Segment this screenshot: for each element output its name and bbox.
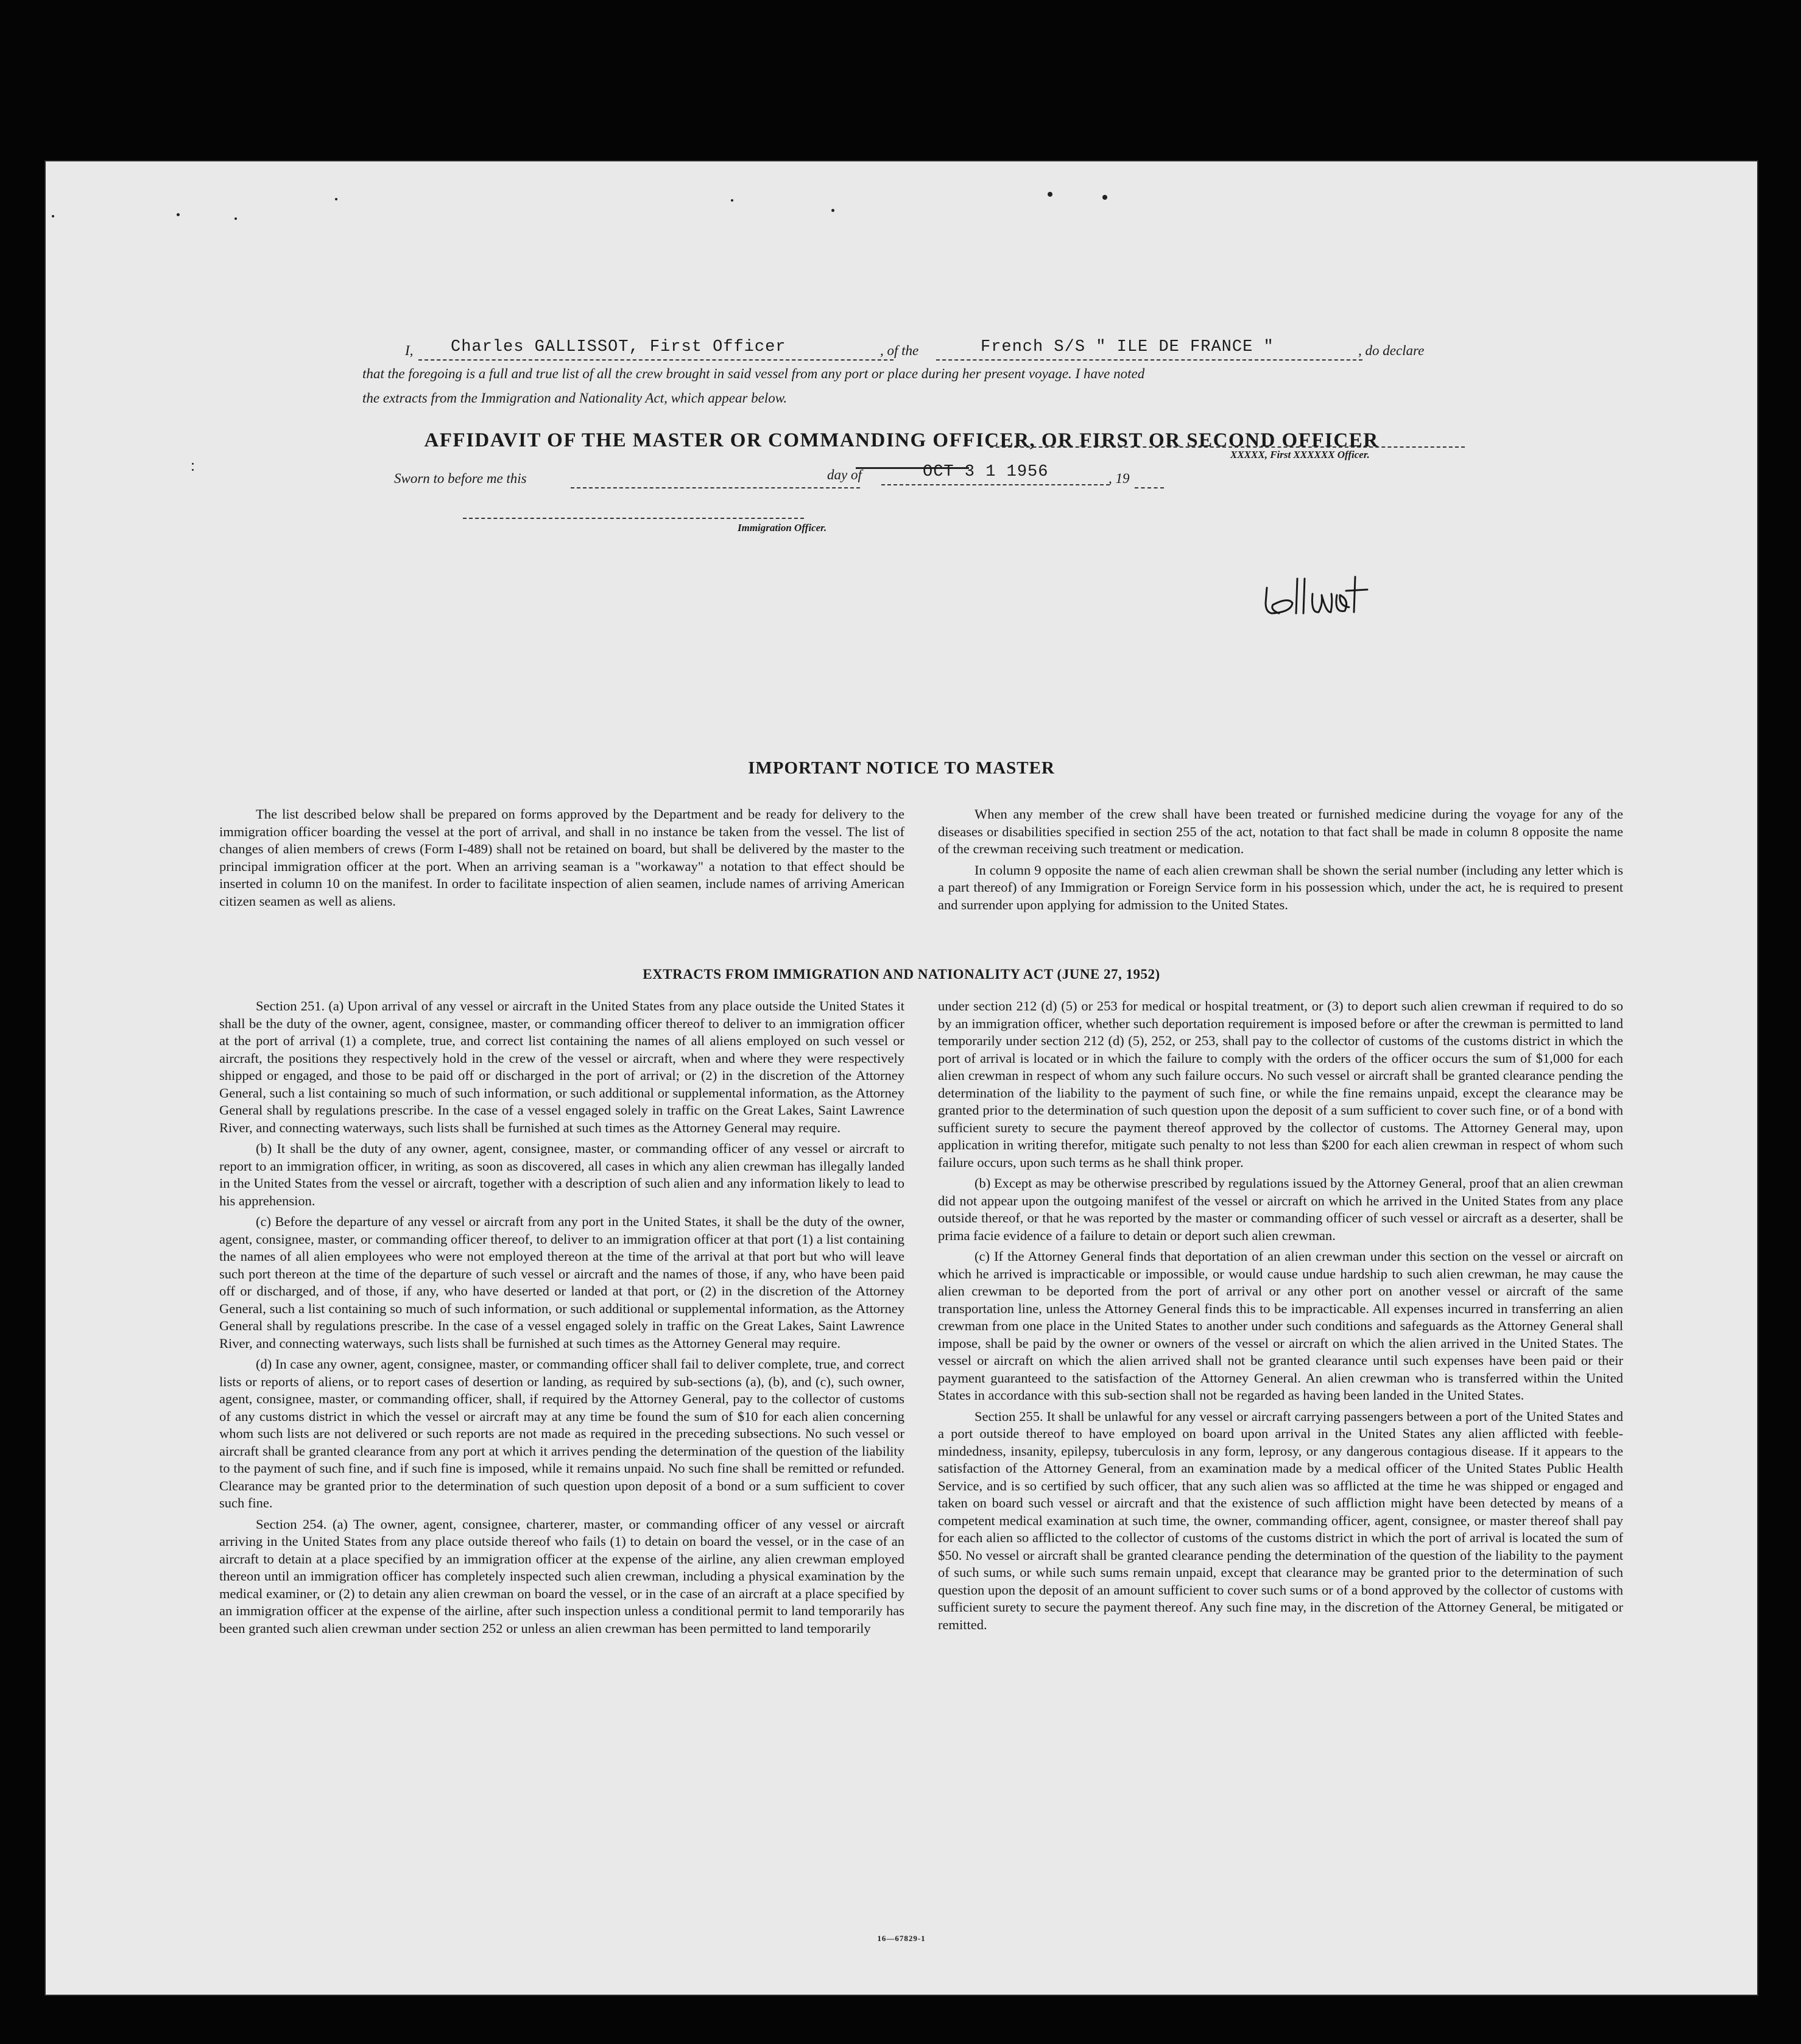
declaration-line-3: the extracts from the Immigration and Nationality Act, which appear below. (362, 390, 788, 406)
extracts-left-column (219, 998, 904, 1641)
immigration-officer-label: Immigration Officer. (738, 522, 827, 534)
extract-paragraph: (c) If the Attorney General finds that deportation of an alien crewman under this section on the vessel or aircraft on which he arrived is impracticable or impossible, or would cause undue hardship to such alien crewman, he may cause the alien crewman to be deported from the port of arrival or any other port on another vessel or aircraft of the same transportation line, unless the Attorney General finds this to be impracticable. All expenses incurred in transferring an alien crewman from one place in the United States to another under such conditions and safeguards as the Attorney General shall impose, shall be paid by the owner or owners of the vessel or aircraft on which the alien arrived in the United States. The vessel or aircraft on which the alien arrived shall not be granted clearance until such expenses have been paid or their payment guaranteed to the satisfaction of the Attorney General. An alien crewman who is transferred within the United States in accordance with this sub-section shall not be regarded as having been landed in the United States. (938, 1249, 1623, 1403)
speck (1048, 192, 1052, 197)
officer-title-label: XXXXX, First XXXXXX Officer. (1230, 449, 1370, 460)
immigration-officer-line (463, 518, 804, 519)
sworn-month-line (881, 484, 1110, 485)
extract-paragraph: (c) Before the departure of any vessel or aircraft from any port in the United States, it shall be the duty of the owner, agent, consignee, master, or commanding officer thereof, to deliver to an immigration officer at that port (1) a list containing the names of all alien employees who were not employed thereon at the time of the arrival at that port but who will leave such port thereon at the time of the departure of such vessel or aircraft and the names of those, if any, who have been paid off or discharged, and of those, if any, who have deserted or landed at that port, or (2) in the discretion of the Attorney General, such a list containing so much of such information, or such additional or supplemental information, as the Attorney General shall by regulations prescribe. In the case of a vessel engaged solely in traffic on the Great Lakes, Saint Lawrence River, and connecting waterways, such lists shall be furnished at such times as the Attorney General may require. (219, 1214, 904, 1351)
speck (52, 215, 54, 217)
notice-right-paragraph: In column 9 opposite the name of each alien crewman shall be shown the serial number (including any letter which is a part thereof) of any Immigration or Foreign Service form in his possession which, under the act, he is required to present and surrender upon applying for admission to the United States. (938, 862, 1623, 912)
speck (177, 213, 180, 216)
extract-paragraph: (d) In case any owner, agent, consignee, master, or commanding officer shall fail to deliver complete, true, and correct lists or reports of aliens, or to report cases of desertion or landing, as required by sub-sections (a), (b), and (c), such owner, agent, consignee, master, or commanding officer, shall, if required by the Attorney General, pay to the collector of customs of any customs district in which the vessel or aircraft may at any time be found the sum of $10 for each alien concerning whom such lists are not delivered or such reports are not made as required in the preceding subsections. No such vessel or aircraft shall be granted clearance from any port at which it arrives pending the determination of the question of the liability to the payment of such fine, and if such fine is imposed, while it remains unpaid. No such fine shall be remitted or refunded. Clearance may be granted prior to the determination of such question upon deposit of a bond or a sum sufficient to cover such fine. (219, 1356, 904, 1510)
speck (1102, 195, 1107, 200)
speck (192, 463, 194, 465)
day-of-label: day of (827, 467, 862, 482)
speck (335, 198, 337, 200)
speck (731, 199, 733, 202)
speck (831, 209, 834, 212)
vessel-name-field: French S/S " ILE DE FRANCE " (981, 338, 1274, 356)
declaration-prefix: I, (405, 343, 414, 358)
speck (192, 469, 194, 471)
document-page (46, 161, 1757, 1995)
affidavit-title: AFFIDAVIT OF THE MASTER OR COMMANDING OFFICER, OR FIRST OR SECOND OFFICER (424, 429, 1379, 451)
extract-paragraph: Section 254. (a) The owner, agent, consignee, charterer, master, or commanding officer of any vessel or aircraft arriving in the United States from any place outside thereof who fails (1) to detain on board the vessel, or in the case of an aircraft to detain at a place specified by an immigration officer at the expense of the airline, any alien crewman employed thereon until an immigration officer has completely inspected such alien crewman, including a physical examination by the medical examiner, or (2) to detain any alien crewman on board the vessel, or in the case of an aircraft at a place specified by an immigration officer at the expense of the airline, after such inspection unless a conditional permit to land temporarily has been granted such alien crewman under section 252 or unless an alien crewman has been permitted to land temporarily (219, 1516, 904, 1636)
sworn-day-line (571, 487, 860, 488)
speck (234, 217, 237, 220)
sworn-year-line (1135, 487, 1164, 488)
extract-paragraph: under section 212 (d) (5) or 253 for medical or hospital treatment, or (3) to deport such alien crewman if required to do so by an immigration officer, whether such deportation requirement is imposed before or after the crewman is permitted to land temporarily under section 212 (d) (5), 252, or 253, shall pay to the collector of customs of the customs district in which the port of arrival is located or in which the failure to comply with the orders of the officer occurs the sum of $1,000 for each alien crewman in respect of whom any such failure occurs. No such vessel or aircraft shall be granted clearance pending the determination of the liability to the payment of such fine, or while the fine remains unpaid, except the clearance may be granted prior to the determination of such question upon the deposit of a sum sufficient to cover such fine, or of a bond with sufficient surety to secure the payment thereof approved by the collector of customs. The Attorney General may, upon application in writing therefor, mitigate such penalty to not less than $200 for each alien crewman in respect of whom such failure occurs, upon such terms as he shall think proper. (938, 998, 1623, 1170)
notice-right-paragraph: When any member of the crew shall have been treated or furnished medicine during the voyage for any of the diseases or disabilities specified in section 255 of the act, notation to that fact shall be made in column 8 opposite the name of the crewman receiving such treatment or medication. (938, 806, 1623, 856)
officer-signature (1255, 569, 1376, 624)
form-number: 16—67829-1 (877, 1934, 926, 1943)
sworn-label: Sworn to before me this (394, 471, 527, 486)
officer-name-field: Charles GALLISSOT, First Officer (451, 338, 786, 356)
extracts-right-column (938, 998, 1623, 1637)
extract-paragraph: Section 251. (a) Upon arrival of any vessel or aircraft in the United States from any place outside the United States it shall be the duty of the owner, agent, consignee, master, or commanding officer thereof to deliver to an immigration officer at the port of arrival (1) a complete, true, and correct list containing the names of all aliens employed on such vessel or aircraft, the positions they respectively hold in the crew of the vessel or aircraft, when and where they were respectively shipped or engaged, and those to be paid off or discharged in the port of arrival; or (2) in the discretion of the Attorney General, such a list containing so much of such information, or such additional or supplemental information, as the Attorney General shall by regulations prescribe. In the case of a vessel engaged solely in traffic on the Great Lakes, Saint Lawrence River, and connecting waterways, such lists shall be furnished at such times as the Attorney General may require. (219, 998, 904, 1135)
of-the-label: , of the (880, 343, 919, 358)
vessel-fill-line (936, 359, 1362, 361)
year-prefix-label: , 19 (1108, 471, 1130, 486)
notice-right-column (938, 806, 1623, 917)
extract-paragraph: Section 255. It shall be unlawful for any vessel or aircraft carrying passengers between a port of the United States and a port outside thereof to have employed on board upon arrival in the United States any alien afflicted with feeble-mindedness, insanity, epilepsy, tuberculosis in any form, leprosy, or any dangerous contagious disease. If it appears to the satisfaction of the Attorney General, from an examination made by a medical officer of the United States Public Health Service, and is so certified by such officer, that any such alien was so afflicted at the time he was shipped or engaged and taken on board such vessel or aircraft and that the existence of such affliction might have been detected by means of a competent medical examination at such time, the owner, commanding officer, agent, consignee, or master thereof shall pay for each alien so afflicted to the collector of customs of the customs district in which the port of arrival is located the sum of $50. No vessel or aircraft shall be granted clearance pending the determination of the question of the liability to the payment of such sums, or while such sums remain unpaid, except that clearance may be granted prior to the determination of such question upon the deposit of an amount sufficient to cover such sums or of a bond approved by the collector of customs with sufficient surety to secure the payment thereof. Any such fine may, in the discretion of the Attorney General, be mitigated or remitted. (938, 1408, 1623, 1632)
name-fill-line (418, 359, 893, 361)
declaration-line-2: that the foregoing is a full and true list of all the crew brought in said vessel from any port or place during her present voyage. I have noted (362, 366, 1145, 381)
extract-paragraph: (b) Except as may be otherwise prescribed by regulations issued by the Attorney General, proof that an alien crewman did not appear upon the outgoing manifest of the vessel or aircraft on which he arrived in the United States from any place outside thereof, or that he was reported by the master or commanding officer of such vessel or aircraft as a deserter, shall be prima facie evidence of a failure to detain or deport such alien crewman. (938, 1175, 1623, 1243)
signature-line (990, 446, 1465, 448)
notice-left-paragraph: The list described below shall be prepared on forms approved by the Department and be ready for delivery to the immigration officer boarding the vessel at the port of arrival, and shall in no instance be taken from the vessel. The list of changes of alien members of crews (Form I-489) shall not be retained on board, but shall be delivered by the master to the principal immigration officer at the port. When an arriving seaman is a "workaway" a notation to that effect should be inserted in column 10 on the manifest. In order to facilitate inspection of alien seamen, include names of arriving American citizen seamen as well as aliens. (219, 806, 904, 909)
do-declare-label: , do declare (1358, 343, 1425, 358)
date-stamp: OCT 3 1 1956 (923, 463, 1049, 481)
extract-paragraph: (b) It shall be the duty of any owner, agent, consignee, master, or commanding officer of any vessel or aircraft to report to an immigration officer, in writing, as soon as discovered, all cases in which any alien crewman has illegally landed in the United States from the vessel or aircraft, together with a description of such alien and any information likely to lead to his apprehension. (219, 1141, 904, 1208)
notice-title: IMPORTANT NOTICE TO MASTER (748, 758, 1055, 778)
extracts-title: EXTRACTS FROM IMMIGRATION AND NATIONALITY ACT (JUNE 27, 1952) (643, 967, 1160, 982)
